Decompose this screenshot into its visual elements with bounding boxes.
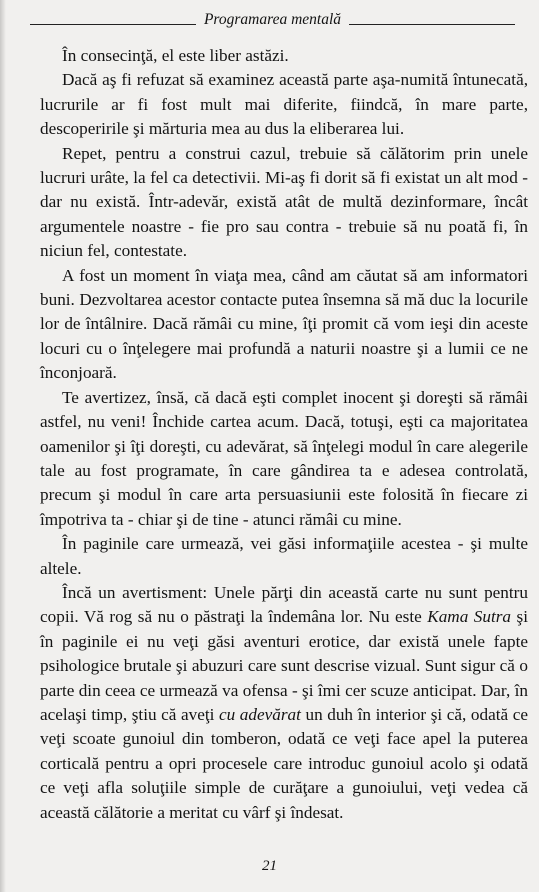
book-title-kama-sutra: Kama Sutra bbox=[427, 607, 512, 627]
header-rule-right bbox=[349, 24, 515, 25]
paragraph: A fost un moment în viaţa mea, când am căutat să am informatori buni. Dezvoltarea acestor contacte putea însemna să mă duc la locurile lor de întâlnire. Dacă rămâi cu mine, îţi promit că vom ieşi din aceste locuri cu o înţelegere mai profundă a naturii noastre şi a lumii ce ne înconjoară. bbox=[40, 265, 528, 383]
header-title: Programarea mentală bbox=[203, 11, 342, 28]
paragraph-warning bbox=[40, 581, 528, 825]
header-rule-left bbox=[30, 24, 196, 25]
paragraph: În consecinţă, el este liber astăzi. bbox=[62, 46, 289, 65]
paragraph: Repet, pentru a construi cazul, trebuie să călătorim prin unele lucruri urâte, la fel ca detectivii. Mi-aş fi dorit să fi existat un alt mod - dar nu există. Într-adevăr, există atât de multă dezinformare, încât argumentele noastre - fie pro sau contra - trebuie să nu poată fi, în niciun fel, contestate. bbox=[40, 143, 528, 261]
paragraph: În paginile care urmează, vei găsi informaţiile acestea - şi multe altele. bbox=[40, 534, 528, 578]
text-run: şi în paginile ei nu veţi găsi aventuri erotice, dar există unele fapte psihologice brutale şi abuzuri care sunt descrise vizual. Sunt sigur că o parte din ceea ce urmează va ofensa - şi îmi cer scuze anticipat. Dar, în acelaşi timp, ştiu că aveţi bbox=[40, 607, 528, 724]
text-run: un duh în interior şi că, odată ce veţi scoate gunoiul din tomberon, odată ce veţi face apel la puterea corticală pentru a opri procesele care introduc gunoiul acolo şi odată ce veţi afla soluţiile simple de curăţare a gunoiului, veţi vedea că această călătorie a meritat cu vârf şi îndesat. bbox=[40, 704, 528, 822]
emphasis-cu-adevarat: cu adevărat bbox=[218, 704, 301, 724]
running-header bbox=[30, 10, 515, 30]
paragraph: Te avertizez, însă, că dacă eşti complet inocent şi doreşti să rămâi astfel, nu veni! Închide cartea acum. Dacă, totuşi, eşti ca majoritatea oamenilor şi îţi doreşti, cu adevărat, să înţelegi modul în care alegerile tale au fost programate, în care gândirea ta e adesea controlată, precum şi modul în care arta persuasiunii este folosită în fiecare zi împotriva ta - chiar şi de tine - atunci rămâi cu mine. bbox=[40, 387, 528, 529]
text-run: Încă un avertisment: Unele părţi din această carte nu sunt pentru copii. Vă rog să nu o păstraţi la îndemâna lor. Nu este bbox=[40, 582, 528, 627]
page-number: 21 bbox=[262, 858, 277, 874]
page-gutter-shadow bbox=[0, 0, 6, 892]
paragraph: Dacă aş fi refuzat să examinez această parte aşa-numită întunecată, lucrurile ar fi fost mult mai diferite, fiindcă, în mare parte, descoperirile şi mărturia mea au dus la eliberarea lui. bbox=[40, 70, 528, 139]
page-body bbox=[40, 44, 528, 825]
